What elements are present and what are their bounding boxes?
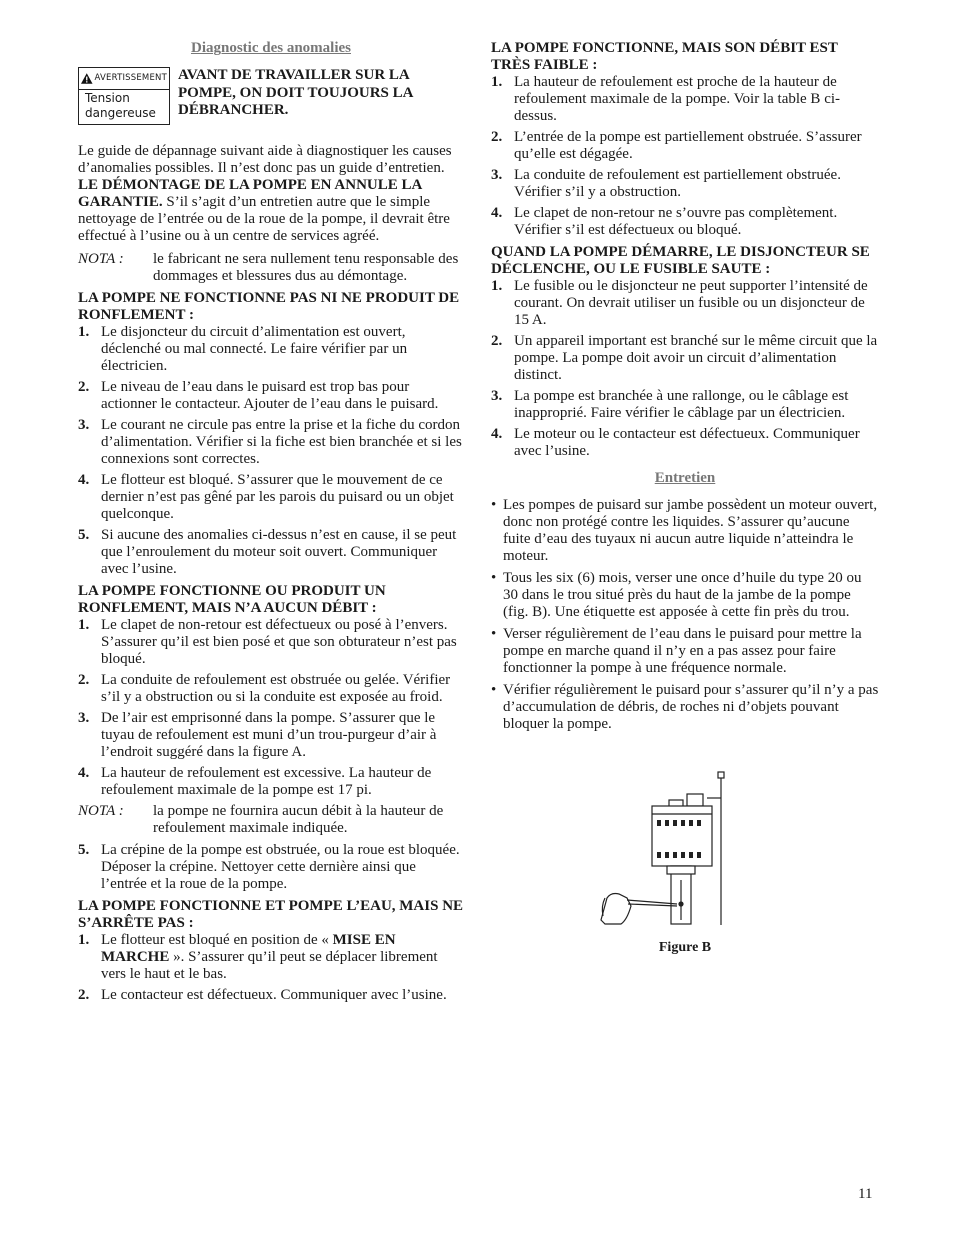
list-item: 2. La conduite de refoulement est obstruée ou gelée. Vérifier s’il y a obstruction ou si la conduite est exposée au froid. bbox=[78, 672, 451, 705]
bullet-item: • Verser régulièrement de l’eau dans le puisard pour mettre la pompe en marche quand il n’y en a pas assez pour faire fonctionner la pompe à une fréquence normale. bbox=[491, 626, 862, 676]
list-item: 1. Le disjoncteur du circuit d’alimentation est ouvert, déclenché ou mal connecté. Le faire vérifier par un électricien. bbox=[78, 324, 408, 374]
section-title-maintenance: Entretien bbox=[654, 470, 716, 486]
figure-b-illustration bbox=[597, 770, 737, 930]
warning-text: AVANT DE TRAVAILLER SUR LA POMPE, ON DOIT TOUJOURS LA DÉBRANCHER. bbox=[178, 67, 413, 118]
list-item: 5. Si aucune des anomalies ci-dessus n’est en cause, il se peut que l’enroulement du moteur soit ouvert. Communiquer avec l’usine. bbox=[78, 527, 457, 577]
section-heading-low-flow: LA POMPE FONCTIONNE, MAIS SON DÉBIT EST TRÈS FAIBLE : bbox=[491, 40, 838, 73]
figure-caption: Figure B bbox=[658, 940, 712, 955]
list-no-flow bbox=[78, 617, 464, 893]
list-item: 4. Le clapet de non-retour ne s’ouvre pas complètement. Vérifier s’il est défectueux ou bloqué. bbox=[491, 205, 838, 238]
page-number: 11 bbox=[858, 1186, 873, 1202]
maintenance-list bbox=[491, 497, 879, 733]
section-heading-no-stop: LA POMPE FONCTIONNE ET POMPE L’EAU, MAIS NE S’ARRÊTE PAS : bbox=[78, 898, 464, 931]
list-item: 5. La crépine de la pompe est obstruée, ou la roue est bloquée. Déposer la crépine. Nettoyer cette dernière ainsi que l’entrée et la roue de la pompe. bbox=[78, 842, 460, 892]
warning-label: AVERTISSEMENT bbox=[94, 73, 167, 83]
warning-block bbox=[78, 67, 464, 125]
list-item: 4. Le flotteur est bloqué. S’assurer que le mouvement de ce dernier n’est pas gêné par les parois du puisard ou un objet quelconque. bbox=[78, 472, 454, 522]
section-heading-no-run: LA POMPE NE FONCTIONNE PAS NI NE PRODUIT DE RONFLEMENT : bbox=[78, 290, 460, 323]
warning-box bbox=[78, 67, 170, 125]
nota-1: NOTA : le fabricant ne sera nullement tenu responsable des dommages et blessures dus au démontage. bbox=[78, 251, 459, 284]
list-item: 1. Le fusible ou le disjoncteur ne peut supporter l’intensité de courant. On devrait utiliser un fusible ou un disjoncteur de 15 A. bbox=[491, 278, 868, 328]
bullet-item: • Vérifier régulièrement le puisard pour s’assurer qu’il n’y a pas d’accumulation de débris, de roches ni d’objets pouvant bloquer la pompe. bbox=[491, 682, 879, 732]
list-item: 2. Un appareil important est branché sur le même circuit que la pompe. La pompe doit avoir un circuit d’alimentation distinct. bbox=[491, 333, 878, 383]
list-item: 4. Le moteur ou le contacteur est défectueux. Communiquer avec l’usine. bbox=[491, 426, 860, 459]
list-no-stop bbox=[78, 932, 464, 1004]
warning-subtitle: Tension dangereuse bbox=[85, 91, 156, 120]
nota-2: NOTA : la pompe ne fournira aucun débit à la hauteur de refoulement maximale indiquée. bbox=[78, 803, 444, 836]
section-heading-no-flow: LA POMPE FONCTIONNE OU PRODUIT UN RONFLEMENT, MAIS N’A AUCUN DÉBIT : bbox=[78, 583, 386, 616]
list-item: 3. De l’air est emprisonné dans la pompe. S’assurer que le tuyau de refoulement est muni d’un trou-purgeur d’air à l’endroit suggéré dans la figure A. bbox=[78, 710, 437, 760]
list-item: 4. La hauteur de refoulement est excessive. La hauteur de refoulement maximale de la pompe est 17 pi. bbox=[78, 765, 432, 798]
bullet-item: • Tous les six (6) mois, verser une once d’huile du type 20 ou 30 dans le trou situé près du haut de la jambe de la pompe (fig. B). Une étiquette est apposée à cette fin près du trou. bbox=[491, 570, 862, 620]
section-title-diagnostic: Diagnostic des anomalies bbox=[190, 40, 351, 56]
intro-paragraph: Le guide de dépannage suivant aide à diagnostiquer les causes d’anomalies possibles. Il n’est donc pas un guide d’entretien. LE DÉMONTAGE DE LA POMPE EN ANNULE LA GARANTIE. S’il s’agit d’un entretien autre que le simple nettoyage de l’entrée ou de la roue de la pompe, il devrait être effectué à l’usine ou à un centre de services agréé. bbox=[78, 143, 452, 244]
list-item: 2. L’entrée de la pompe est partiellement obstruée. S’assurer qu’elle est dégagée. bbox=[491, 129, 862, 162]
list-item: 1. La hauteur de refoulement est proche de la hauteur de refoulement maximale de la pompe. Voir la table B ci-dessus. bbox=[491, 74, 841, 124]
list-item: 1. Le flotteur est bloqué en position de « MISE EN MARCHE ». S’assurer qu’il peut se déplacer librement vers le haut et le bas. bbox=[78, 932, 438, 982]
list-item: 3. La pompe est branchée à une rallonge, ou le câblage est inapproprié. Faire vérifier le câblage par un électricien. bbox=[491, 388, 849, 421]
bullet-item: • Les pompes de puisard sur jambe possèdent un moteur ouvert, donc non protégé contre les liquides. S’assurer qu’aucune fuite d’eau des tuyaux ni aucun autre liquide n’atteindra le moteur. bbox=[491, 497, 878, 564]
list-low-flow bbox=[491, 74, 879, 239]
list-item: 2. Le niveau de l’eau dans le puisard est trop bas pour actionner le contacteur. Ajouter de l’eau dans le puisard. bbox=[78, 379, 439, 412]
section-heading-breaker: QUAND LA POMPE DÉMARRE, LE DISJONCTEUR SE DÉCLENCHE, OU LE FUSIBLE SAUTE : bbox=[491, 244, 870, 277]
list-item: 2. Le contacteur est défectueux. Communiquer avec l’usine. bbox=[78, 987, 447, 1003]
right-column bbox=[491, 40, 879, 738]
list-item: 3. La conduite de refoulement est partiellement obstruée. Vérifier s’il y a obstruction. bbox=[491, 167, 841, 200]
list-no-run bbox=[78, 324, 464, 578]
left-column bbox=[78, 40, 464, 1008]
list-item: 3. Le courant ne circule pas entre la prise et la fiche du cordon d’alimentation. Vérifier si la fiche est bien branchée et si les connexions sont correctes. bbox=[78, 417, 462, 467]
warning-triangle-icon bbox=[81, 73, 93, 84]
list-item: 1. Le clapet de non-retour est défectueux ou posé à l’envers. S’assurer qu’il est bien posé et que son obturateur n’est pas bloqué. bbox=[78, 617, 457, 667]
list-breaker bbox=[491, 278, 879, 460]
